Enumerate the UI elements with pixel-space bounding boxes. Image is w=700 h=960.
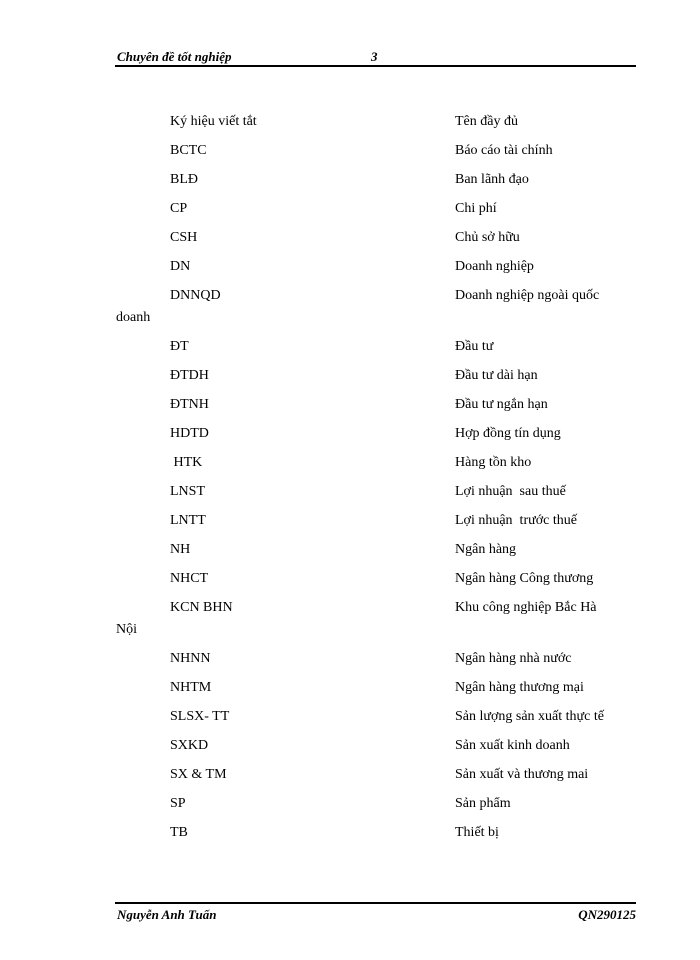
full-name: Sản xuất và thương mai: [455, 767, 589, 782]
full-name: Ngân hàng Công thương: [455, 571, 594, 586]
table-row: [0, 172, 700, 190]
full-name: Lợi nhuận sau thuế: [455, 484, 566, 499]
table-row: [0, 709, 700, 727]
table-row: [0, 513, 700, 531]
full-name: Báo cáo tài chính: [455, 143, 553, 158]
table-row: [0, 455, 700, 473]
table-header-row: [0, 114, 700, 132]
author-name: Nguyễn Anh Tuấn: [117, 907, 217, 922]
page-footer: [115, 906, 636, 924]
full-name: Chi phí: [455, 201, 497, 216]
abbreviation: LNTT: [170, 513, 206, 528]
abbreviation: NH: [170, 542, 191, 557]
table-row: [0, 259, 700, 277]
abbreviation: ĐTDH: [170, 368, 209, 383]
full-name: Ngân hàng nhà nước: [455, 651, 572, 666]
full-name: Sản lượng sản xuất thực tế: [455, 709, 604, 724]
table-row: [0, 426, 700, 444]
abbreviation: LNST: [170, 484, 205, 499]
full-name: Doanh nghiệp: [455, 259, 534, 274]
full-name-continuation: Nội: [116, 622, 137, 637]
abbreviation: TB: [170, 825, 188, 840]
abbreviation: SX & TM: [170, 767, 227, 782]
table-row: [0, 542, 700, 560]
abbreviation: ĐT: [170, 339, 189, 354]
full-name: Sản xuất kinh doanh: [455, 738, 570, 753]
page-header: [115, 48, 636, 66]
abbreviation: SLSX- TT: [170, 709, 230, 724]
abbreviation: DNNQD: [170, 288, 221, 303]
full-name: Hợp đồng tín dụng: [455, 426, 561, 441]
table-row: [0, 288, 700, 306]
document-title: Chuyên đề tốt nghiệp: [117, 49, 232, 64]
page-number: 3: [371, 49, 378, 64]
table-row: [0, 796, 700, 814]
student-code: QN290125: [578, 907, 636, 922]
abbreviation: CP: [170, 201, 188, 216]
abbreviation: NHCT: [170, 571, 209, 586]
table-row: [0, 368, 700, 386]
table-row: [0, 571, 700, 589]
table-row: [0, 397, 700, 415]
table-row: [0, 651, 700, 669]
table-row: [0, 680, 700, 698]
full-name: Khu công nghiệp Bắc Hà: [455, 600, 597, 615]
abbreviation: NHTM: [170, 680, 212, 695]
full-name: Đầu tư dài hạn: [455, 368, 538, 383]
abbreviation: BCTC: [170, 143, 207, 158]
column-header-abbreviation: Ký hiệu viết tắt: [170, 114, 257, 129]
full-name: Lợi nhuận trước thuế: [455, 513, 577, 528]
table-row: [0, 339, 700, 357]
full-name-continuation: doanh: [116, 310, 151, 325]
table-row: [0, 600, 700, 618]
abbreviation: ĐTNH: [170, 397, 209, 412]
full-name: Thiết bị: [455, 825, 499, 840]
full-name: Ban lãnh đạo: [455, 172, 529, 187]
table-row: [0, 767, 700, 785]
table-row: [0, 230, 700, 248]
full-name: Hàng tồn kho: [455, 455, 532, 470]
abbreviation: SP: [170, 796, 186, 811]
full-name: Đầu tư ngắn hạn: [455, 397, 548, 412]
full-name: Đầu tư: [455, 339, 494, 354]
footer-rule: [115, 902, 636, 904]
table-row: [0, 484, 700, 502]
abbreviation: SXKD: [170, 738, 209, 753]
table-row: [0, 143, 700, 161]
abbreviation: KCN BHN: [170, 600, 233, 615]
table-row: [0, 825, 700, 843]
table-row: [0, 201, 700, 219]
full-name: Doanh nghiệp ngoài quốc: [455, 288, 600, 303]
column-header-full-name: Tên đầy đủ: [455, 114, 518, 129]
full-name: Ngân hàng: [455, 542, 517, 557]
full-name: Ngân hàng thương mại: [455, 680, 584, 695]
abbreviation: NHNN: [170, 651, 211, 666]
full-name: Chủ sở hữu: [455, 230, 520, 245]
header-rule: [115, 65, 636, 67]
abbreviation: BLĐ: [170, 172, 198, 187]
abbreviation: CSH: [170, 230, 198, 245]
abbreviation: HDTD: [170, 426, 209, 441]
table-row: [0, 738, 700, 756]
abbreviation: DN: [170, 259, 191, 274]
full-name: Sản phẩm: [455, 796, 511, 811]
abbreviation: HTK: [170, 455, 203, 470]
